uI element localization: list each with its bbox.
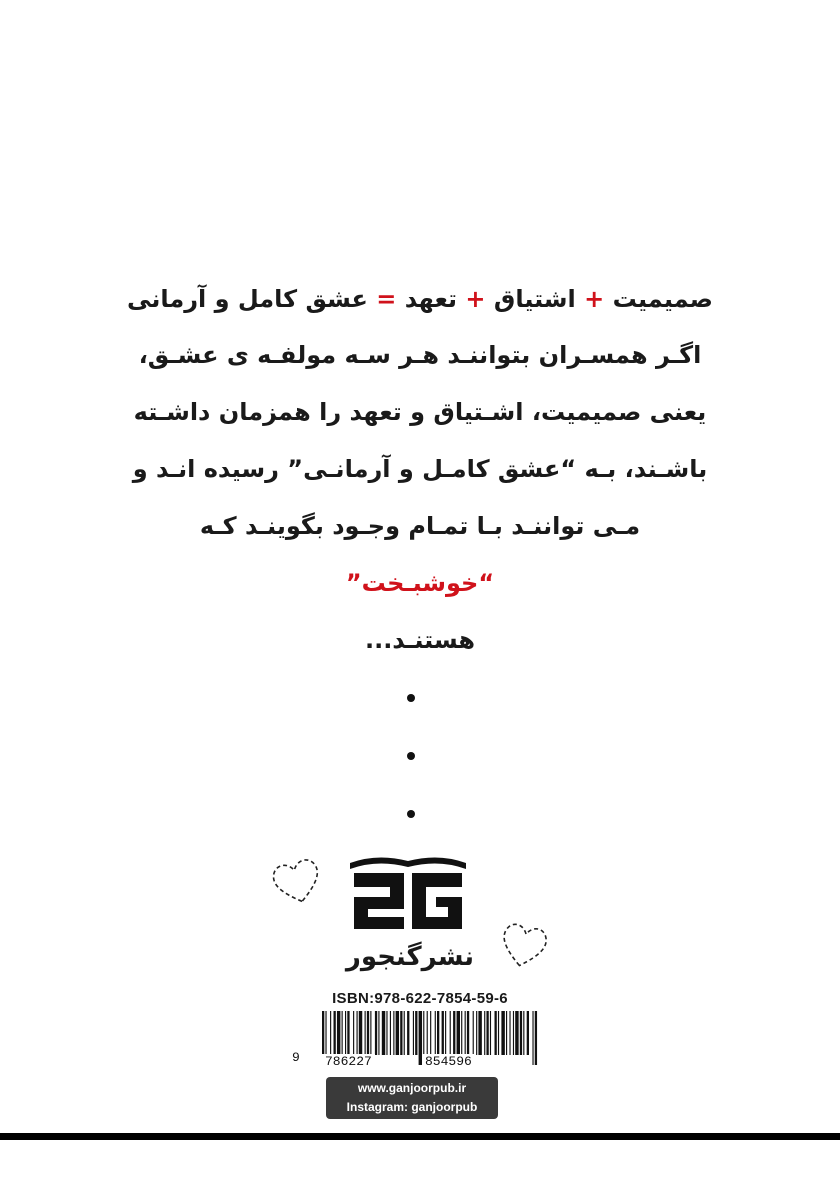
barcode-bar [347, 1011, 349, 1055]
barcode-bar [457, 1011, 460, 1055]
formula-part-commitment: تعهد [404, 285, 458, 313]
barcode-bar [450, 1011, 451, 1055]
barcode-bar [353, 1011, 354, 1055]
paragraph-line: یعنی صمیمیت، اشـتیاق و تعهد را همزمان داشـته [133, 398, 707, 426]
website-link[interactable]: www.ganjoorpub.ir [357, 1081, 467, 1095]
bottom-rule [0, 1133, 840, 1140]
barcode-bar [437, 1011, 439, 1055]
barcode-bar [478, 1011, 481, 1055]
formula-line [60, 279, 780, 319]
barcode-bar [509, 1011, 510, 1055]
barcode-bar [486, 1011, 488, 1055]
barcode-bar [334, 1011, 336, 1055]
barcode-digits-left: 786227 [322, 1054, 375, 1069]
barcode-bar [527, 1011, 529, 1055]
barcode-bar [461, 1011, 462, 1055]
ellipsis-dot [407, 694, 415, 702]
barcode-bar [515, 1011, 518, 1055]
paragraph-line: اگـر همسـران بتواننـد هـر سـه مولفـه ی عشـق، [138, 341, 702, 369]
barcode-bar [370, 1011, 371, 1055]
formula-part-passion: اشتیاق [493, 285, 576, 313]
barcode-bar [453, 1011, 455, 1055]
publisher-logo-icon [346, 853, 470, 933]
back-cover-text [60, 279, 780, 659]
barcode-bar [330, 1011, 331, 1055]
barcode-bar [430, 1011, 431, 1055]
instagram-handle[interactable]: Instagram: ganjoorpub [346, 1100, 478, 1114]
barcode-bar [435, 1011, 436, 1055]
isbn-text: ISBN:978-622-7854-59-6 [332, 990, 508, 1007]
barcode-bar [484, 1011, 485, 1055]
heart-outline-icon [268, 854, 326, 908]
publisher-name: نشرگنجور [345, 942, 475, 972]
barcode-bar [415, 1011, 417, 1055]
barcode-bar [473, 1011, 474, 1055]
barcode-bar [442, 1011, 444, 1055]
barcode-bar [382, 1011, 385, 1055]
barcode-bar [378, 1011, 379, 1055]
paragraph-line: باشـند، بـه “عشق کامـل و آرمانـی” رسیده انـد و [132, 455, 708, 483]
barcode-bar [400, 1011, 402, 1055]
barcode-bar [495, 1011, 497, 1055]
barcode-bar [367, 1011, 369, 1055]
barcode-bar [396, 1011, 399, 1055]
barcode-bar [513, 1011, 514, 1055]
barcode-digit-first: 9 [292, 1050, 300, 1065]
barcode-bar [445, 1011, 446, 1055]
barcode-bar [337, 1011, 340, 1055]
plus-sign: + [465, 285, 486, 313]
heart-outline-icon [496, 916, 552, 972]
equals-sign: = [376, 285, 397, 313]
formula-result: عشق کامل و آرمانی [127, 285, 368, 313]
barcode-bar [386, 1011, 387, 1055]
barcode-bar [520, 1011, 522, 1055]
barcode-bar [375, 1011, 377, 1055]
barcode-digits-right: 854596 [422, 1054, 475, 1069]
ellipsis-dot [407, 810, 415, 818]
barcode-bar [345, 1011, 346, 1055]
highlight-word: “خوشبـخت” [345, 569, 495, 597]
barcode-bar [467, 1011, 469, 1055]
barcode-bar [535, 1011, 537, 1065]
ellipsis-dot [407, 752, 415, 760]
barcode-bar [359, 1011, 362, 1055]
barcode-bar [390, 1011, 391, 1055]
contact-box [326, 1077, 498, 1119]
barcode-bar [506, 1011, 507, 1055]
barcode-bar [342, 1011, 343, 1055]
barcode-bar [427, 1011, 428, 1055]
barcode-bar [357, 1011, 358, 1055]
barcode-bar [404, 1011, 405, 1055]
formula-part-intimacy: صمیمیت [612, 285, 713, 313]
barcode-bar [532, 1011, 533, 1065]
ending-line: هستنـد... [364, 626, 476, 654]
barcode-bar [498, 1011, 499, 1055]
barcode-bar [393, 1011, 394, 1055]
barcode-bar [465, 1011, 466, 1055]
barcode-bar [365, 1011, 366, 1055]
barcode-bar [523, 1011, 524, 1055]
barcode-bar [490, 1011, 491, 1055]
barcode-bar [407, 1011, 409, 1055]
plus-sign: + [584, 285, 605, 313]
barcode-bar [501, 1011, 504, 1055]
barcode-bar [413, 1011, 414, 1055]
paragraph-line: مـی تواننـد بـا تمـام وجـود بگوینـد کـه [199, 512, 641, 540]
barcode-bar [476, 1011, 477, 1055]
